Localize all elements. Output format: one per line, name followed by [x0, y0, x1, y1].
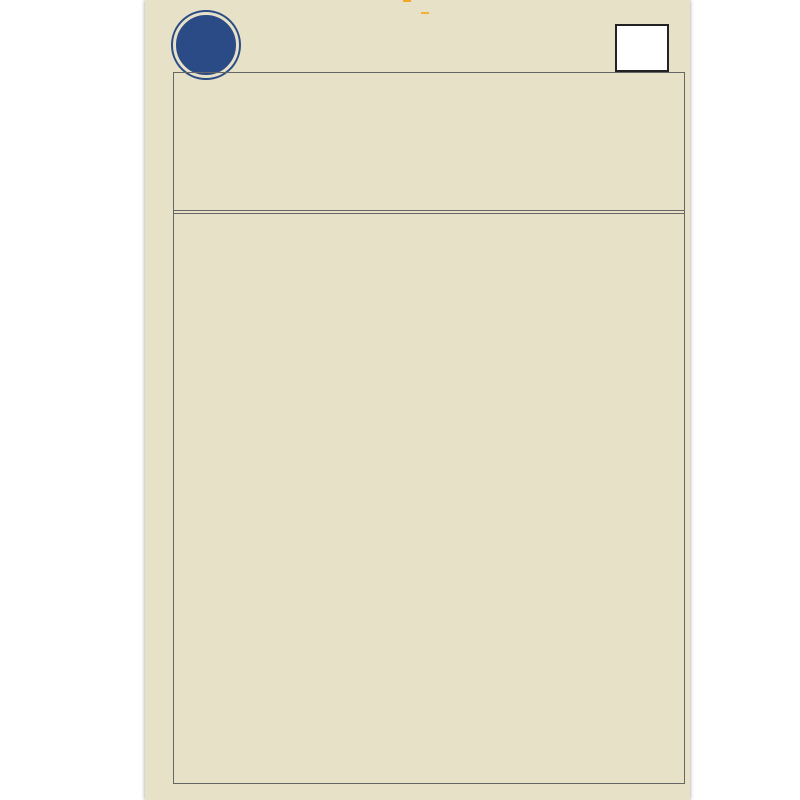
- stamp-top: [403, 0, 411, 2]
- watermark-stamp: [403, 0, 463, 36]
- section-code-box: [615, 24, 669, 72]
- parts-table: [173, 210, 685, 784]
- settings-block: [173, 72, 685, 214]
- stamp-bottom: [421, 12, 429, 14]
- document-sheet: [145, 0, 690, 800]
- binder-holes: [145, 0, 171, 800]
- solex-logo: [173, 12, 239, 78]
